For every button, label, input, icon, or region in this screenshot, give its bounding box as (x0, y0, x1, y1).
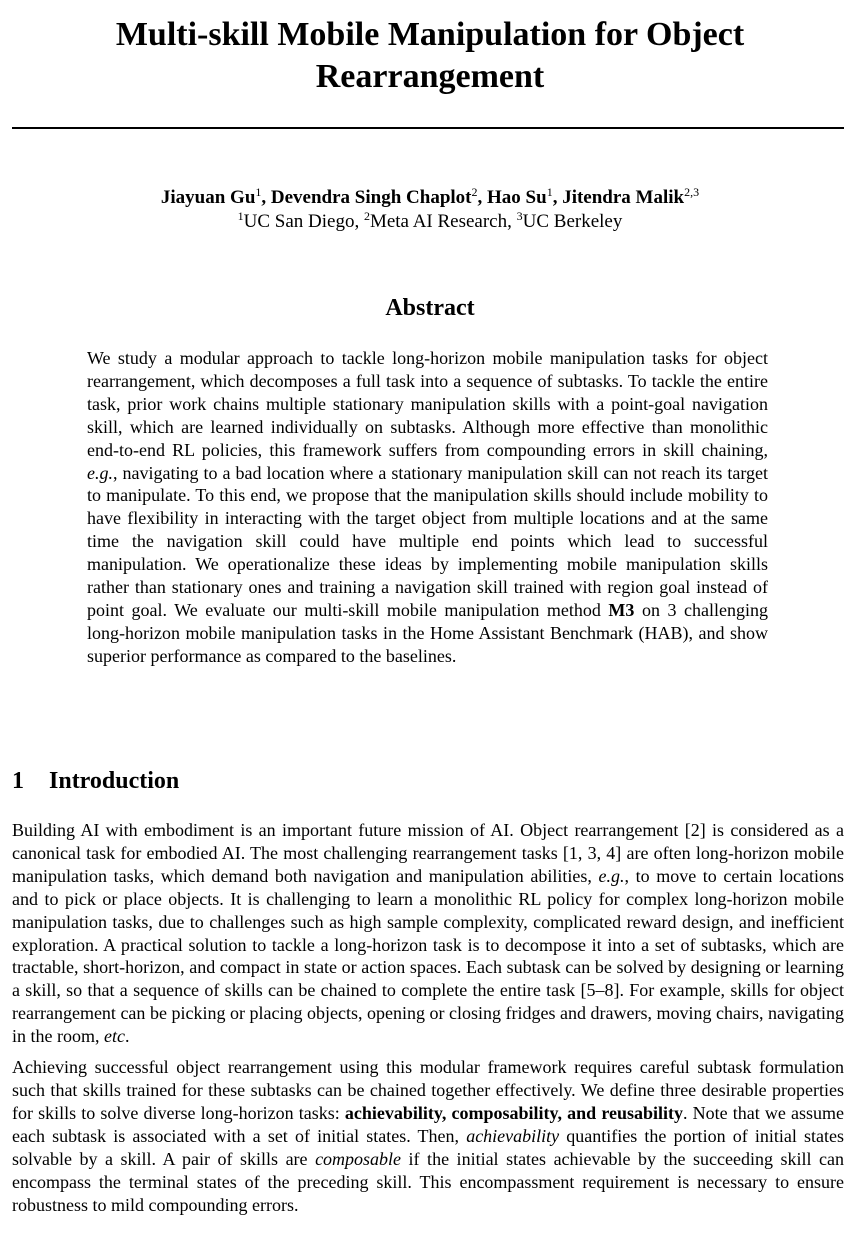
affil-mark: 3 (516, 209, 523, 223)
affiliation: UC Berkeley (522, 211, 623, 232)
author-affil-mark: 1 (546, 185, 553, 199)
affiliation: UC San Diego (243, 211, 355, 232)
author: Devendra Singh Chaplot (270, 187, 472, 208)
affil-mark: 1 (237, 209, 244, 223)
text-run: if the initial states achievable by the succeeding skill can encompass the terminal states of the preceding skill. This encompassment requirement is necessary to ensure robustness to mild compounding errors. (12, 1148, 845, 1215)
text-run: on 3 challenging long-horizon mobile manipulation tasks in the Home Assistant Benchmark (HAB), and show superior performance as compared to the baselines. (87, 599, 768, 666)
abstract-text (87, 347, 768, 668)
bold-text: M3 (608, 599, 635, 620)
author-affil-mark: 1 (255, 185, 262, 199)
section-heading (12, 766, 612, 796)
title-rule (12, 127, 844, 129)
introduction-body (12, 819, 844, 1216)
text-run: We study a modular approach to tackle long-horizon mobile manipulation tasks for object rearrangement, which decomposes a full task into a sequence of subtasks. To tackle the entire task, prior work chains multiple stationary manipulation skills with a point-goal navigation skill, which are learned individually on subtasks. Although more effective than monolithic end-to-end RL policies, this framework suffers from compounding errors in skill chaining, (87, 348, 768, 460)
text-run: Building AI with embodiment is an important future mission of AI. Object rearrangement [2] is considered as a canonical task for embodied AI. The most challenging rearrangement tasks [1, 3, 4] are often long-horizon mobile manipulation tasks, which demand both navigation and manipulation abilities, (12, 820, 844, 886)
author-affil-mark: 2 (471, 185, 478, 199)
abstract-heading: Abstract (385, 295, 475, 321)
emphasis-text: e.g. (598, 865, 625, 886)
affiliation: Meta AI Research (369, 211, 508, 232)
author: Jiayuan Gu (160, 187, 256, 208)
paragraph (12, 819, 844, 1048)
affil-mark: 2 (363, 209, 370, 223)
emphasis-text: etc (104, 1026, 125, 1047)
paragraph (12, 1056, 844, 1216)
bold-text: achievability, composability, and reusability (344, 1102, 684, 1123)
emphasis-text: e.g. (87, 462, 113, 483)
affiliation-list: $^1$UC San Diego, $^2$Meta AI Research, $^3$UC Berkeley (237, 209, 623, 232)
author: Hao Su (487, 187, 547, 208)
text-run: . Note that we assume each subtask is associated with a set of initial states. Then, (12, 1102, 845, 1146)
emphasis-text: achievability (466, 1125, 560, 1146)
text-run: , navigating to a bad location where a stationary manipulation skill can not reach its target to manipulate. To this end, we propose that the manipulation skills should include mobility to have flexibility in interacting with the target object from multiple locations and at the same time the navigation skill could have multiple end points which lead to successful manipulation. We operationalize these ideas by implementing mobile manipulation skills rather than stationary ones and training a navigation skill trained with region goal instead of point goal. We evaluate our multi-skill mobile manipulation method (87, 462, 768, 620)
section-title: Introduction (49, 768, 180, 794)
text-run: quantifies the portion of initial states solvable by a skill. A pair of skills are (12, 1125, 844, 1169)
text-run: , to move to certain locations and to pick or place objects. It is challenging to learn a monolithic RL policy for complex long-horizon mobile manipulation tasks, due to challenges such as high sample complexity, complicated reward design, and inefficient exploration. A practical solution to tackle a long-horizon task is to decompose it into a set of subtasks, which are tractable, short-horizon, and compact in state or action spaces. Each subtask can be solved by designing or learning a skill, so that a sequence of skills can be chained to complete the entire task [5–8]. For example, skills for object rearrangement can be picking or placing objects, opening or closing fridges and drawers, moving chairs, navigating in the room, (12, 865, 844, 1047)
author-list: Jiayuan Gu$^1$, Devendra Singh Chaplot$^2$, Hao Su$^1$, Jitendra Malik$^{2,3}$ (160, 185, 700, 208)
text-run: . (124, 1026, 130, 1047)
emphasis-text: composable (315, 1148, 402, 1169)
section-number: 1 (12, 768, 24, 794)
author: Jitendra Malik (562, 187, 685, 208)
paper-title: Multi-skill Mobile Manipulation for Object Rearrangement (115, 16, 745, 95)
text-run: Achieving successful object rearrangement using this modular framework requires careful subtask formulation such that skills trained for these subtasks can be chained together effectively. We define three desirable properties for skills to solve diverse long-horizon tasks: (12, 1057, 844, 1123)
author-affil-mark: 2,3 (684, 185, 700, 199)
